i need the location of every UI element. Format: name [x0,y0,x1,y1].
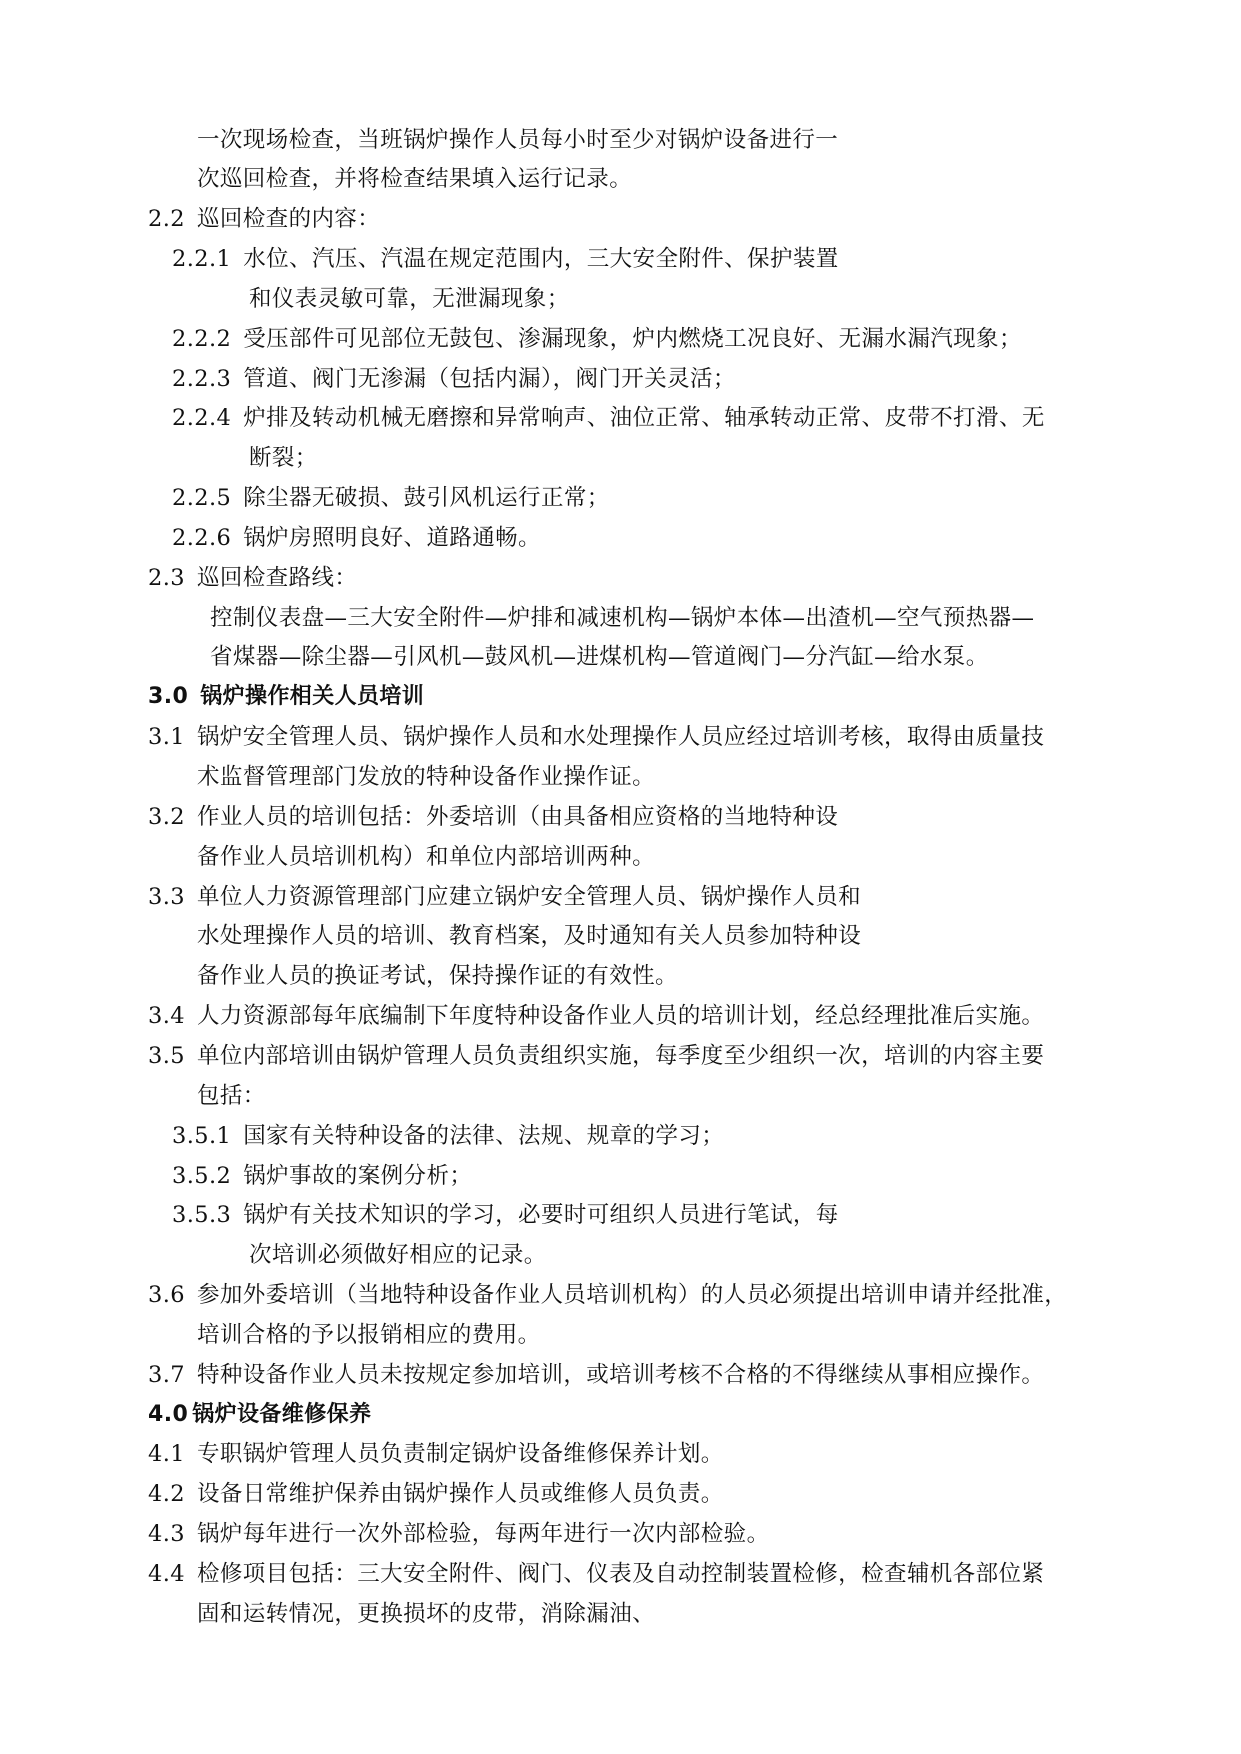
item-number: 2.2.4 [172,405,232,431]
text-line: 次培训必须做好相应的记录。 [249,1242,547,1268]
text-line: 一次现场检查，当班锅炉操作人员每小时至少对锅炉设备进行一 [197,127,839,153]
section-number: 3.0 [148,684,189,709]
item-number: 3.5.3 [172,1202,232,1228]
item-number: 2.2.3 [172,366,232,392]
section-number: 3.1 [148,724,185,750]
section-4-2: 4.2 设备日常维护保养由锅炉操作人员或维修人员负责。 [148,1478,724,1510]
section-3-1: 3.1 锅炉安全管理人员、锅炉操作人员和水处理操作人员应经过培训考核，取得由质量技 [148,721,1044,753]
item-number: 2.2.5 [172,485,232,511]
section-number: 3.4 [148,1003,185,1029]
item-2-2-2: 2.2.2 受压部件可见部位无鼓包、渗漏现象，炉内燃烧工况良好、无漏水漏汽现象； [172,323,1022,355]
section-heading-4-0: 4.0 锅炉设备维修保养 [148,1399,371,1431]
section-number: 3.6 [148,1282,185,1308]
section-number: 2.2 [148,206,185,232]
text-line: 省煤器—除尘器—引风机—鼓风机—进煤机构—管道阀门—分汽缸—给水泵。 [210,644,989,670]
item-number: 2.2.6 [172,525,232,551]
section-number: 3.7 [148,1362,185,1388]
text-line: 备作业人员培训机构）和单位内部培训两种。 [197,844,656,870]
section-number: 3.5 [148,1043,185,1069]
item-3-5-1: 3.5.1 国家有关特种设备的法律、法规、规章的学习； [172,1120,724,1152]
section-2-2: 2.2 巡回检查的内容： [148,203,380,235]
item-number: 2.2.2 [172,326,232,352]
section-3-3: 3.3 单位人力资源管理部门应建立锅炉安全管理人员、锅炉操作人员和 [148,881,861,913]
item-2-2-4: 2.2.4 炉排及转动机械无磨擦和异常响声、油位正常、轴承转动正常、皮带不打滑、无 [172,402,1045,434]
item-number: 2.2.1 [172,246,232,272]
section-number: 3.3 [148,884,185,910]
section-2-3: 2.3 巡回检查路线： [148,562,357,594]
text-line: 水处理操作人员的培训、教育档案，及时通知有关人员参加特种设 [197,923,862,949]
text-line: 和仪表灵敏可靠，无泄漏现象； [249,286,570,312]
item-2-2-1: 2.2.1 水位、汽压、汽温在规定范围内，三大安全附件、保护装置 [172,243,839,275]
section-4-4: 4.4 检修项目包括：三大安全附件、阀门、仪表及自动控制装置检修，检查辅机各部位紧 [148,1558,1044,1590]
section-3-6: 3.6 参加外委培训（当地特种设备作业人员培训机构）的人员必须提出培训申请并经批准， [148,1279,1067,1311]
item-number: 3.5.2 [172,1163,232,1189]
section-number: 4.3 [148,1521,185,1547]
text-line: 固和运转情况，更换损坏的皮带，消除漏油、 [197,1601,656,1627]
text-line: 控制仪表盘—三大安全附件—炉排和减速机构—锅炉本体—出渣机—空气预热器— [210,605,1035,631]
text-line: 次巡回检查，并将检查结果填入运行记录。 [197,166,633,192]
section-number: 3.2 [148,804,185,830]
text-line: 术监督管理部门发放的特种设备作业操作证。 [197,764,656,790]
item-3-5-2: 3.5.2 锅炉事故的案例分析； [172,1160,472,1192]
section-3-2: 3.2 作业人员的培训包括：外委培训（由具备相应资格的当地特种设 [148,801,838,833]
item-3-5-3: 3.5.3 锅炉有关技术知识的学习，必要时可组织人员进行笔试，每 [172,1199,839,1231]
item-2-2-6: 2.2.6 锅炉房照明良好、道路通畅。 [172,522,541,554]
section-4-1: 4.1 专职锅炉管理人员负责制定锅炉设备维修保养计划。 [148,1438,724,1470]
item-2-2-5: 2.2.5 除尘器无破损、鼓引风机运行正常； [172,482,610,514]
section-number: 2.3 [148,565,185,591]
item-number: 3.5.1 [172,1123,232,1149]
item-2-2-3: 2.2.3 管道、阀门无渗漏（包括内漏），阀门开关灵活； [172,363,736,395]
section-3-4: 3.4 人力资源部每年底编制下年度特种设备作业人员的培训计划，经总经理批准后实施。 [148,1000,1044,1032]
section-number: 4.0 [148,1402,189,1427]
section-heading-3-0: 3.0 锅炉操作相关人员培训 [148,681,424,713]
section-3-7: 3.7 特种设备作业人员未按规定参加培训，或培训考核不合格的不得继续从事相应操作。 [148,1359,1044,1391]
section-number: 4.2 [148,1481,185,1507]
section-4-3: 4.3 锅炉每年进行一次外部检验，每两年进行一次内部检验。 [148,1518,770,1550]
section-number: 4.4 [148,1561,185,1587]
text-line: 备作业人员的换证考试，保持操作证的有效性。 [197,963,678,989]
text-line: 断裂； [249,445,318,471]
text-line: 包括： [197,1083,266,1109]
text-line: 培训合格的予以报销相应的费用。 [197,1322,541,1348]
section-number: 4.1 [148,1441,185,1467]
section-3-5: 3.5 单位内部培训由锅炉管理人员负责组织实施，每季度至少组织一次，培训的内容主要 [148,1040,1044,1072]
